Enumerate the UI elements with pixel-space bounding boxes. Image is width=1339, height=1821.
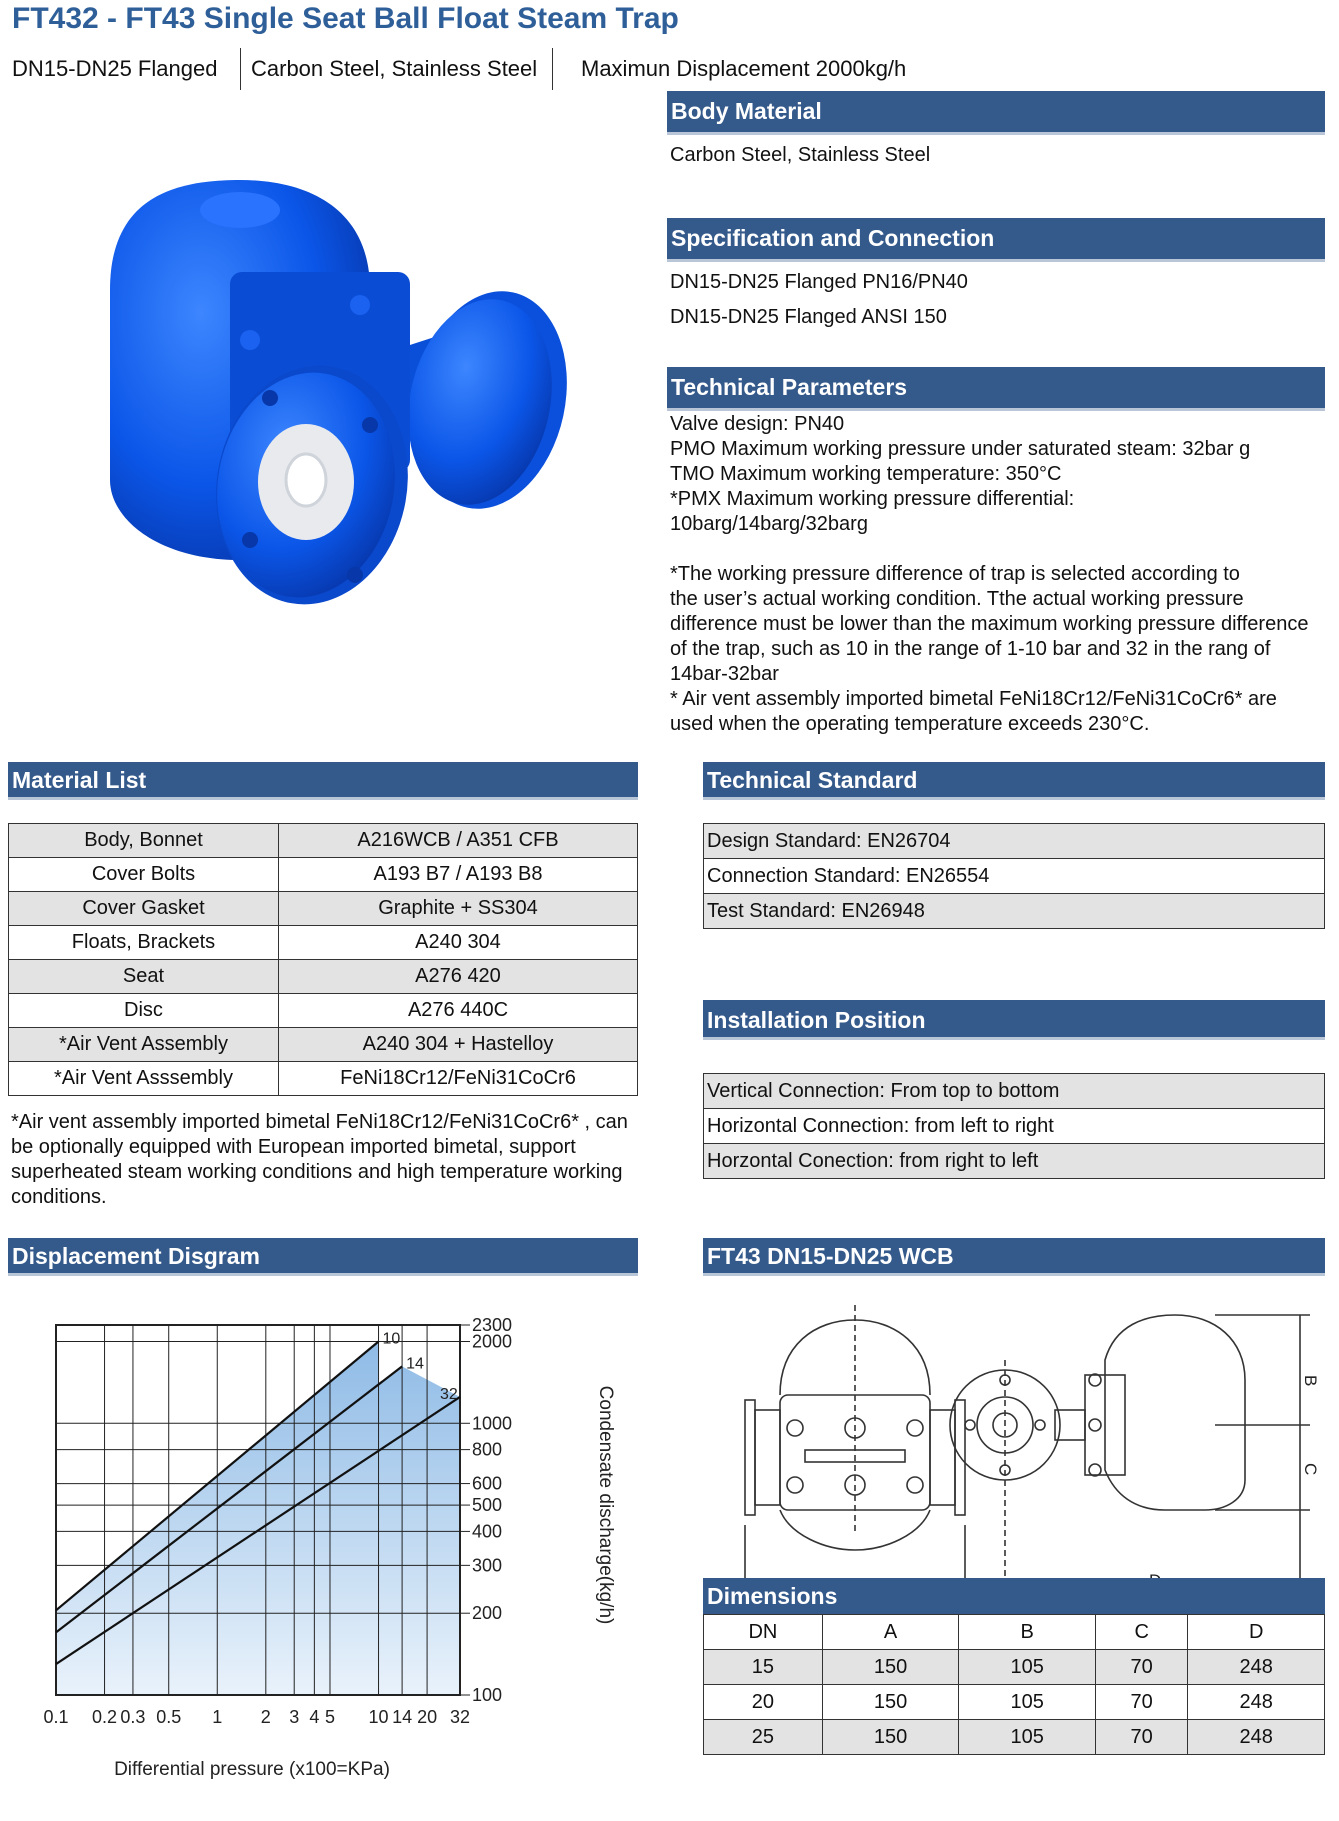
- tech-params-list: [670, 412, 1308, 737]
- chart-x-tick-label: 5: [324, 1707, 335, 1727]
- dimension-cell: 105: [959, 1720, 1096, 1755]
- chart-y-tick-label: 300: [472, 1555, 503, 1576]
- section-specification: Specification and Connection: [667, 218, 1325, 262]
- installation-row-text: Vertical Connection: From top to bottom: [704, 1074, 1325, 1109]
- chart-y-tick-label: 200: [472, 1603, 503, 1624]
- chart-x-tick-label: 0.1: [43, 1707, 69, 1727]
- dimension-cell: 25: [704, 1720, 823, 1755]
- section-technical-standard: Technical Standard: [703, 762, 1325, 800]
- table-row: [704, 1685, 1325, 1720]
- material-value: A276 420: [279, 960, 638, 994]
- tech-note-line: * Air vent assembly imported bimetal FeNi18Cr12/FeNi31CoCr6* are: [670, 688, 1277, 710]
- installation-row-text: Horzontal Conection: from right to left: [704, 1144, 1325, 1179]
- dimension-cell: 248: [1188, 1685, 1325, 1720]
- table-row: [9, 1062, 638, 1096]
- dimension-cell: 248: [1188, 1720, 1325, 1755]
- displacement-chart: [40, 1305, 640, 1795]
- section-displacement-diagram: Displacement Disgram: [8, 1238, 638, 1276]
- table-row: [9, 1028, 638, 1062]
- table-row: [704, 824, 1325, 859]
- dimension-cell: 70: [1095, 1720, 1187, 1755]
- material-value: A216WCB / A351 CFB: [279, 824, 638, 858]
- material-value: A276 440C: [279, 994, 638, 1028]
- material-value: A193 B7 / A193 B8: [279, 858, 638, 892]
- installation-table: [703, 1073, 1325, 1179]
- steam-trap-product-image: [70, 180, 610, 650]
- subtitle-divider: [240, 48, 241, 90]
- chart-x-tick-label: 0.3: [120, 1707, 146, 1727]
- dimension-label-c: C: [1301, 1463, 1320, 1476]
- dimension-cell: 70: [1095, 1650, 1187, 1685]
- section-dimensions: Dimensions: [703, 1578, 1325, 1614]
- material-note-line: *Air vent assembly imported bimetal FeNi18Cr12/FeNi31CoCr6* , can: [11, 1111, 628, 1133]
- material-part: Cover Gasket: [9, 892, 279, 926]
- section-material-list: Material List: [8, 762, 638, 800]
- table-row: [9, 926, 638, 960]
- dimension-header-cell: A: [822, 1615, 959, 1650]
- chart-x-axis-label: Differential pressure (x100=KPa): [114, 1759, 390, 1780]
- chart-y-tick-label: 800: [472, 1439, 503, 1460]
- table-row: [9, 824, 638, 858]
- chart-y-tick-label: 100: [472, 1685, 503, 1705]
- table-header-row: [704, 1615, 1325, 1650]
- material-note-line: superheated steam working conditions and high temperature working: [11, 1161, 623, 1183]
- material-note-line: conditions.: [11, 1186, 107, 1208]
- dimension-cell: 150: [822, 1720, 959, 1755]
- tech_standard-row-text: Test Standard: EN26948: [704, 894, 1325, 929]
- section-installation-position: Installation Position: [703, 1000, 1325, 1040]
- table-row: [9, 960, 638, 994]
- material-part: Seat: [9, 960, 279, 994]
- chart-y-axis-label: Condensate discharge(kg/h): [595, 1385, 616, 1625]
- material-value: A240 304 + Hastelloy: [279, 1028, 638, 1062]
- section-technical-parameters: Technical Parameters: [667, 367, 1325, 411]
- chart-x-tick-label: 3: [289, 1707, 300, 1727]
- dimension-cell: 70: [1095, 1685, 1187, 1720]
- tech-note-line: the user’s actual working condition. Tthe actual working pressure: [670, 588, 1244, 610]
- tech_standard-row-text: Connection Standard: EN26554: [704, 859, 1325, 894]
- material-part: Disc: [9, 994, 279, 1028]
- tech_standard-row-text: Design Standard: EN26704: [704, 824, 1325, 859]
- tech-note-line: 14bar-32bar: [670, 663, 779, 685]
- subtitle-size: DN15-DN25 Flanged: [12, 56, 218, 81]
- dimension-cell: 105: [959, 1650, 1096, 1685]
- table-row: [704, 859, 1325, 894]
- technical-standard-table: [703, 823, 1325, 929]
- tech-note-line: used when the operating temperature exceeds 230°C.: [670, 713, 1150, 735]
- tech-param-line: TMO Maximum working temperature: 350°C: [670, 463, 1062, 485]
- chart-y-tick-label: 600: [472, 1473, 503, 1494]
- chart-x-tick-label: 10: [368, 1707, 389, 1727]
- dimension-cell: 150: [822, 1650, 959, 1685]
- tech-param-line: *PMX Maximum working pressure differential:: [670, 488, 1075, 510]
- section-ft43-drawing: FT43 DN15-DN25 WCB: [703, 1238, 1325, 1276]
- material-value: A240 304: [279, 926, 638, 960]
- chart-x-tick-label: 4: [309, 1707, 320, 1727]
- dimension-cell: 105: [959, 1685, 1096, 1720]
- material-part: *Air Vent Asssembly: [9, 1062, 279, 1096]
- tech-param-line: Valve design: PN40: [670, 413, 845, 435]
- dimension-cell: 150: [822, 1685, 959, 1720]
- chart-x-tick-label: 1: [212, 1707, 223, 1727]
- dimension-cell: 248: [1188, 1650, 1325, 1685]
- table-row: [704, 1650, 1325, 1685]
- table-row: [9, 994, 638, 1028]
- table-row: [704, 1144, 1325, 1179]
- dimension-drawing: [745, 1300, 1325, 1550]
- chart-fill-area: [56, 1341, 460, 1695]
- material-part: *Air Vent Assembly: [9, 1028, 279, 1062]
- section-body-material: Body Material: [667, 91, 1325, 135]
- material-note: [11, 1110, 628, 1210]
- tech-param-line: PMO Maximum working pressure under saturated steam: 32bar g: [670, 438, 1251, 460]
- installation-row-text: Horizontal Connection: from left to right: [704, 1109, 1325, 1144]
- material-part: Body, Bonnet: [9, 824, 279, 858]
- dimension-header-cell: D: [1188, 1615, 1325, 1650]
- dimensions-table: [703, 1614, 1325, 1755]
- material-value: FeNi18Cr12/FeNi31CoCr6: [279, 1062, 638, 1096]
- chart-series-label: 10: [382, 1330, 401, 1348]
- dimension-cell: 15: [704, 1650, 823, 1685]
- material-note-line: be optionally equipped with European imported bimetal, support: [11, 1136, 576, 1158]
- chart-x-tick-label: 32: [449, 1707, 471, 1727]
- tech-note-line: of the trap, such as 10 in the range of 1-10 bar and 32 in the rang of: [670, 638, 1271, 660]
- material-part: Cover Bolts: [9, 858, 279, 892]
- chart-y-tick-label: 1000: [472, 1413, 513, 1434]
- chart-y-tick-label: 400: [472, 1521, 503, 1542]
- material-value: Graphite + SS304: [279, 892, 638, 926]
- chart-series-label: 32: [440, 1385, 458, 1403]
- dimension-header-cell: C: [1095, 1615, 1187, 1650]
- material-table: [8, 823, 638, 1096]
- chart-x-tick-label: 0.5: [156, 1707, 182, 1727]
- tech-note-line: *The working pressure difference of trap is selected according to: [670, 563, 1240, 585]
- body-material-text: Carbon Steel, Stainless Steel: [670, 144, 931, 166]
- table-row: [704, 1109, 1325, 1144]
- chart-y-tick-label: 2000: [472, 1331, 513, 1352]
- spec-line: DN15-DN25 Flanged PN16/PN40: [670, 271, 968, 293]
- dimension-header-cell: B: [959, 1615, 1096, 1650]
- chart-x-tick-label: 20: [417, 1707, 438, 1727]
- dimension-cell: 20: [704, 1685, 823, 1720]
- chart-x-tick-label: 0.2: [92, 1707, 118, 1727]
- chart-y-tick-label: 2300: [472, 1315, 513, 1335]
- tech-param-line: 10barg/14barg/32barg: [670, 513, 868, 535]
- chart-y-tick-label: 500: [472, 1495, 503, 1516]
- material-part: Floats, Brackets: [9, 926, 279, 960]
- chart-series-label: 14: [406, 1355, 424, 1373]
- subtitle-material: Carbon Steel, Stainless Steel: [251, 56, 538, 81]
- page-title: FT432 - FT43 Single Seat Ball Float Steam Trap: [12, 2, 679, 35]
- subtitle-displacement: Maximun Displacement 2000kg/h: [581, 56, 907, 81]
- table-row: [9, 858, 638, 892]
- tech-note-line: difference must be lower than the maximum working pressure difference: [670, 613, 1309, 635]
- table-row: [704, 1074, 1325, 1109]
- dimension-header-cell: DN: [704, 1615, 823, 1650]
- table-row: [9, 892, 638, 926]
- dimension-label-b: B: [1301, 1375, 1320, 1387]
- table-row: [704, 1720, 1325, 1755]
- chart-x-tick-label: 14: [392, 1707, 413, 1727]
- subtitle-divider: [552, 48, 553, 90]
- spec-line: DN15-DN25 Flanged ANSI 150: [670, 306, 947, 328]
- table-row: [704, 894, 1325, 929]
- chart-x-tick-label: 2: [260, 1707, 271, 1727]
